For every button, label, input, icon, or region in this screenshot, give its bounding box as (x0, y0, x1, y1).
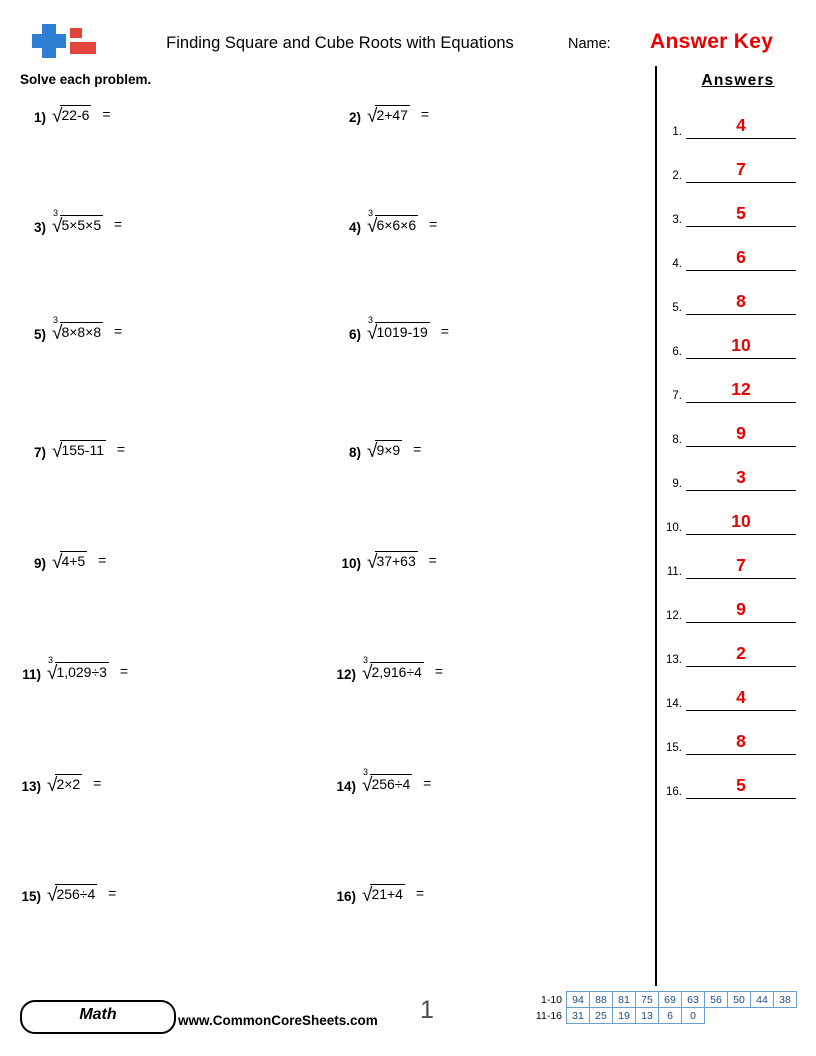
answer-row-11 (662, 545, 796, 579)
answer-number: 2. (672, 170, 682, 182)
problem-expression: √2×2 = (47, 775, 102, 796)
answer-value: 7 (736, 555, 746, 575)
answer-value: 3 (736, 467, 746, 487)
answer-number: 8. (672, 434, 682, 446)
score-row-1 (528, 992, 797, 1008)
problem-number: 13) (21, 779, 41, 794)
radical-sign-icon: √ (52, 552, 63, 573)
subject-badge (20, 1000, 176, 1034)
radical-sign-icon: √ (367, 323, 378, 344)
radical-sign-icon: √ (367, 106, 378, 127)
answer-number: 14. (666, 698, 682, 710)
answer-value: 12 (731, 379, 751, 399)
radical-4: 3 √6×6×6 (367, 208, 417, 237)
column-divider (655, 66, 657, 986)
answer-row-10 (662, 501, 796, 535)
answer-row-16 (662, 765, 796, 799)
answer-value: 2 (736, 643, 746, 663)
answer-number: 10. (666, 522, 682, 534)
answer-number: 6. (672, 346, 682, 358)
answer-row-4 (662, 237, 796, 271)
answer-row-5 (662, 281, 796, 315)
problem-number: 4) (348, 220, 361, 235)
answer-value: 7 (736, 159, 746, 179)
commoncoresheets-logo-icon (20, 22, 108, 64)
score-cell: 31 (567, 1008, 590, 1024)
problem-number: 5) (33, 327, 46, 342)
problem-number: 8) (348, 445, 361, 460)
answer-value: 5 (736, 775, 746, 795)
problem-expression: √9×9 = (367, 441, 422, 462)
answer-number: 15. (666, 742, 682, 754)
radical-12: 3 √2,916÷4 (362, 655, 422, 684)
radical-3: 3 √5×5×5 (52, 208, 102, 237)
answer-number: 16. (666, 786, 682, 798)
answer-row-1 (662, 105, 796, 139)
answer-number: 5. (672, 302, 682, 314)
problem-number: 10) (341, 556, 361, 571)
answer-number: 9. (672, 478, 682, 490)
answer-number: 3. (672, 214, 682, 226)
radical-10: √37+63 (367, 552, 416, 573)
score-range-label: 1-10 (540, 993, 562, 1006)
radical-sign-icon: √ (367, 552, 378, 573)
radical-sign-icon: √ (52, 216, 63, 237)
answer-value: 4 (736, 115, 746, 135)
radical-14: 3 √256÷4 (362, 767, 411, 796)
problem-number: 6) (348, 327, 361, 342)
radical-sign-icon: √ (362, 663, 373, 684)
radical-5: 3 √8×8×8 (52, 315, 102, 344)
instructions: Solve each problem. (20, 72, 152, 87)
score-cell: 50 (728, 992, 751, 1008)
score-cell-empty (705, 1008, 728, 1024)
radical-sign-icon: √ (362, 775, 373, 796)
problem-expression: √4+5 = (52, 552, 107, 573)
problem-expression: √21+4 = (362, 885, 425, 906)
score-row-2 (528, 1008, 797, 1024)
problem-number: 15) (21, 889, 41, 904)
answer-row-13 (662, 633, 796, 667)
answer-value: 10 (731, 511, 751, 531)
radical-16: √21+4 (362, 885, 403, 906)
answer-value: 9 (736, 599, 746, 619)
score-cell: 94 (567, 992, 590, 1008)
problem-expression: √155-11 = (52, 441, 126, 462)
problem-expression: 3 √6×6×6 = (367, 208, 438, 237)
radical-11: 3 √1,029÷3 (47, 655, 107, 684)
radical-sign-icon: √ (47, 775, 58, 796)
answer-row-2 (662, 149, 796, 183)
answer-number: 7. (672, 390, 682, 402)
radical-sign-icon: √ (367, 441, 378, 462)
problem-number: 7) (33, 445, 46, 460)
score-cell: 38 (774, 992, 797, 1008)
radical-6: 3 √1019-19 (367, 315, 428, 344)
problem-expression: 3 √8×8×8 = (52, 315, 123, 344)
problem-number: 16) (336, 889, 356, 904)
problem-expression: 3 √256÷4 = (362, 767, 432, 796)
subject-label: Math (79, 1006, 117, 1023)
radical-13: √2×2 (47, 775, 81, 796)
page-number: 1 (420, 996, 434, 1024)
answer-row-12 (662, 589, 796, 623)
score-cell: 6 (659, 1008, 682, 1024)
answers-column-header: Answers (701, 72, 775, 89)
score-cell-empty (728, 1008, 751, 1024)
problem-number: 2) (348, 110, 361, 125)
problem-expression: 3 √1019-19 = (367, 315, 449, 344)
radical-8: √9×9 (367, 441, 401, 462)
radical-1: √22-6 (52, 106, 90, 127)
score-cell: 81 (613, 992, 636, 1008)
problem-number: 14) (336, 779, 356, 794)
answer-value: 10 (731, 335, 751, 355)
score-cell: 19 (613, 1008, 636, 1024)
answer-row-3 (662, 193, 796, 227)
score-cell: 88 (590, 992, 613, 1008)
radical-9: √4+5 (52, 552, 86, 573)
answer-number: 13. (666, 654, 682, 666)
score-cell: 75 (636, 992, 659, 1008)
answer-row-8 (662, 413, 796, 447)
name-label: Name: (568, 36, 611, 52)
answer-row-9 (662, 457, 796, 491)
radical-sign-icon: √ (47, 885, 58, 906)
radical-sign-icon: √ (52, 441, 63, 462)
score-cell: 0 (682, 1008, 705, 1024)
answer-number: 11. (666, 566, 682, 578)
score-cell: 56 (705, 992, 728, 1008)
answer-value: 8 (736, 731, 746, 751)
radical-7: √155-11 (52, 441, 104, 462)
answer-value: 8 (736, 291, 746, 311)
problem-number: 1) (33, 110, 46, 125)
site-url: www.CommonCoreSheets.com (178, 1013, 378, 1028)
answer-key-label: Answer Key (650, 30, 774, 53)
problem-number: 3) (33, 220, 46, 235)
problem-expression: √37+63 = (367, 552, 437, 573)
radical-sign-icon: √ (52, 106, 63, 127)
answer-row-15 (662, 721, 796, 755)
score-cell-empty (774, 1008, 797, 1024)
score-cell: 25 (590, 1008, 613, 1024)
problem-number: 12) (336, 667, 356, 682)
radical-2: √2+47 (367, 106, 408, 127)
page-title: Finding Square and Cube Roots with Equations (166, 34, 514, 52)
problem-expression: 3 √5×5×5 = (52, 208, 123, 237)
answer-number: 12. (666, 610, 682, 622)
answer-number: 1. (672, 126, 682, 138)
radical-sign-icon: √ (47, 663, 58, 684)
radical-sign-icon: √ (367, 216, 378, 237)
problem-expression: √2+47 = (367, 106, 430, 127)
score-table (528, 991, 797, 1024)
score-cell: 13 (636, 1008, 659, 1024)
answer-row-7 (662, 369, 796, 403)
problem-expression: √256÷4 = (47, 885, 117, 906)
radical-sign-icon: √ (52, 323, 63, 344)
problem-expression: 3 √2,916÷4 = (362, 655, 444, 684)
score-cell-empty (751, 1008, 774, 1024)
answer-value: 9 (736, 423, 746, 443)
worksheet-header (20, 22, 796, 64)
score-cell: 69 (659, 992, 682, 1008)
answer-value: 6 (736, 247, 746, 267)
answer-row-14 (662, 677, 796, 711)
answer-row-6 (662, 325, 796, 359)
answer-number: 4. (672, 258, 682, 270)
answer-value: 5 (736, 203, 746, 223)
score-cell: 63 (682, 992, 705, 1008)
problem-number: 11) (22, 667, 41, 682)
problem-expression: 3 √1,029÷3 = (47, 655, 129, 684)
problem-expression: √22-6 = (52, 106, 111, 127)
answer-value: 4 (736, 687, 746, 707)
score-cell: 44 (751, 992, 774, 1008)
score-range-label: 11-16 (535, 1009, 562, 1022)
radical-15: √256÷4 (47, 885, 96, 906)
problem-number: 9) (33, 556, 46, 571)
radical-sign-icon: √ (362, 885, 373, 906)
